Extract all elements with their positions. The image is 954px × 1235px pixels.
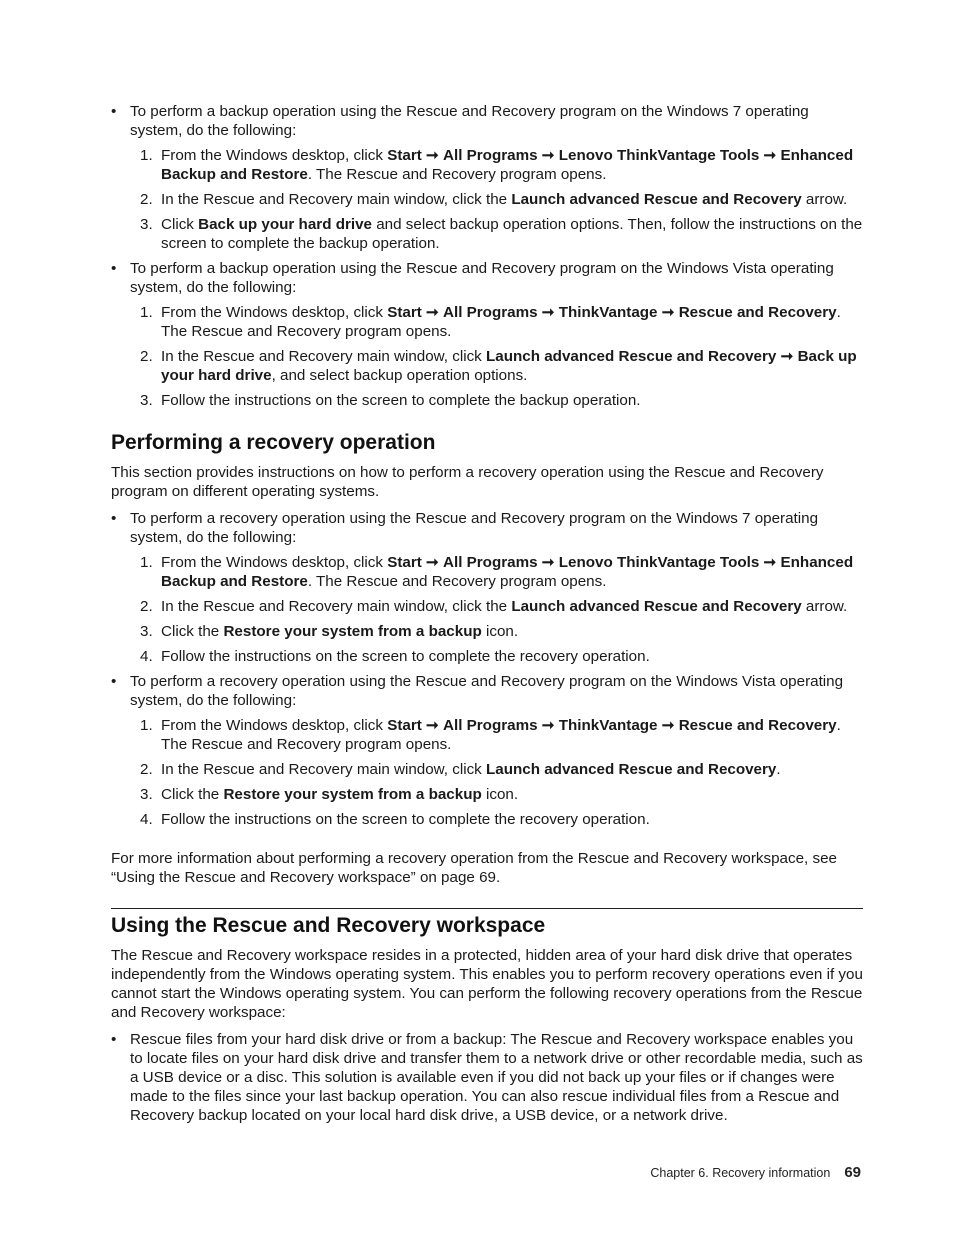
bold-term: Back up your hard drive: [198, 216, 372, 233]
menu-path-start: Start: [387, 554, 422, 571]
step-item: [130, 347, 863, 385]
bold-term: Launch advanced Rescue and Recovery: [486, 348, 777, 365]
step-text: . The Rescue and Recovery program opens.: [161, 717, 841, 753]
step-text: .: [776, 761, 781, 778]
step-item: [130, 760, 863, 779]
step-text: Click the: [161, 623, 224, 640]
backup-bullet-list: [111, 102, 863, 410]
recovery-section: [111, 430, 863, 887]
arrow-icon: ➞: [426, 147, 439, 164]
arrow-icon: ➞: [426, 554, 439, 571]
step-number: 2.: [140, 191, 153, 208]
bold-term: Launch advanced Rescue and Recovery: [511, 598, 802, 615]
menu-path-rescue-recovery: Rescue and Recovery: [678, 304, 837, 321]
menu-path-enhanced-backup: Enhanced Backup and Restore: [161, 147, 854, 183]
step-text: and select backup operation options. Then, follow the instructions on the screen to complete the backup operation.: [161, 216, 863, 252]
bullet-text: Rescue files from your hard disk drive or from a backup: The Rescue and Recovery workspace enables you to locate files on your hard disk drive and transfer them to a network drive or other recordable media, such as a USB device or a disc. This solution is available even if you did not back up your files or if changes were made to the files since your last backup operation. You can also rescue individual files from a Rescue and Recovery backup located on your local hard disk drive, a USB device, or a network drive.: [130, 1031, 863, 1124]
arrow-icon: ➞: [763, 147, 777, 164]
bullet-text: To perform a backup operation using the Rescue and Recovery program on the Windows 7 operating system, do the following:: [130, 103, 809, 139]
bold-term: Back up your hard drive: [161, 348, 857, 384]
menu-path-all-programs: All Programs: [443, 147, 538, 164]
step-number: 1.: [140, 304, 153, 321]
step-number: 1.: [140, 554, 153, 571]
step-item: [130, 553, 863, 591]
menu-path-start: Start: [387, 717, 422, 734]
step-text: In the Rescue and Recovery main window, click the: [161, 191, 512, 208]
recovery-vista-steps: [130, 716, 863, 829]
workspace-heading: Using the Rescue and Recovery workspace: [111, 914, 546, 937]
backup-vista-item: [111, 259, 863, 410]
step-number: 1.: [140, 147, 153, 164]
menu-path-start: Start: [387, 147, 422, 164]
step-text: arrow.: [801, 598, 848, 615]
bullet-text: To perform a backup operation using the Rescue and Recovery program on the Windows Vista operating system, do the following:: [130, 260, 834, 296]
step-text: Follow the instructions on the screen to complete the recovery operation.: [161, 811, 650, 828]
step-item: [130, 647, 863, 666]
menu-path-thinkvantage: ThinkVantage: [558, 717, 658, 734]
step-item: [130, 810, 863, 829]
step-number: 3.: [140, 392, 153, 409]
menu-path-rescue-recovery: Rescue and Recovery: [678, 717, 837, 734]
step-text: . The Rescue and Recovery program opens.: [161, 304, 841, 340]
step-text: icon.: [481, 786, 519, 803]
step-number: 4.: [140, 648, 153, 665]
step-number: 2.: [140, 348, 153, 365]
workspace-bullet-list: [111, 1030, 863, 1125]
more-info-paragraph: For more information about performing a recovery operation from the Rescue and Recovery workspace, see “Using the Rescue and Recovery workspace” on page 69.: [111, 850, 837, 886]
menu-path-all-programs: All Programs: [443, 554, 538, 571]
step-item: [130, 391, 863, 410]
step-text: Follow the instructions on the screen to complete the recovery operation.: [161, 648, 650, 665]
arrow-icon: ➞: [763, 554, 777, 571]
menu-path-all-programs: All Programs: [443, 717, 538, 734]
backup-vista-steps: [130, 303, 863, 410]
recovery-vista-item: [111, 672, 863, 829]
arrow-icon: ➞: [541, 147, 555, 164]
recovery-heading: Performing a recovery operation: [111, 431, 436, 454]
menu-path-thinkvantage: ThinkVantage: [558, 304, 658, 321]
step-text: From the Windows desktop, click: [161, 554, 388, 571]
recovery-intro: This section provides instructions on how to perform a recovery operation using the Rescue and Recovery program on different operating systems.: [111, 464, 824, 500]
step-text: . The Rescue and Recovery program opens.: [307, 573, 607, 590]
chapter-label: Chapter 6. Recovery information: [650, 1166, 831, 1180]
step-text: Click: [161, 216, 199, 233]
step-text: , and select backup operation options.: [271, 367, 528, 384]
step-number: 3.: [140, 216, 153, 233]
backup-win7-steps: [130, 146, 863, 253]
workspace-intro: The Rescue and Recovery workspace resides in a protected, hidden area of your hard disk drive that operates independently from the Windows operating system. This enables you to perform recovery operations even if you cannot start the Windows operating system. You can perform the following recovery operations from the Rescue and Recovery workspace:: [111, 947, 863, 1021]
step-number: 4.: [140, 811, 153, 828]
step-text: From the Windows desktop, click: [161, 147, 388, 164]
step-number: 3.: [140, 623, 153, 640]
step-text: . The Rescue and Recovery program opens.: [307, 166, 607, 183]
bold-term: Restore your system from a backup: [223, 786, 482, 803]
step-text: Follow the instructions on the screen to complete the backup operation.: [161, 392, 641, 409]
step-text: From the Windows desktop, click: [161, 304, 388, 321]
step-text: In the Rescue and Recovery main window, click: [161, 348, 486, 365]
workspace-section: [111, 908, 863, 1125]
bold-term: Launch advanced Rescue and Recovery: [511, 191, 802, 208]
bullet-text: To perform a recovery operation using the Rescue and Recovery program on the Windows 7 operating system, do the following:: [130, 510, 819, 546]
bold-term: Restore your system from a backup: [223, 623, 482, 640]
step-item: [130, 146, 863, 184]
arrow-icon: ➞: [541, 304, 555, 321]
recovery-win7-steps: [130, 553, 863, 666]
step-item: [130, 190, 863, 209]
step-text: In the Rescue and Recovery main window, click the: [161, 598, 512, 615]
backup-win7-item: [111, 102, 863, 253]
step-item: [130, 215, 863, 253]
step-number: 3.: [140, 786, 153, 803]
step-item: [130, 622, 863, 641]
arrow-icon: ➞: [780, 348, 794, 365]
step-text: In the Rescue and Recovery main window, click: [161, 761, 486, 778]
step-text: Click the: [161, 786, 224, 803]
menu-path-enhanced-backup: Enhanced Backup and Restore: [161, 554, 854, 590]
arrow-icon: ➞: [426, 717, 439, 734]
page-footer: [650, 1163, 861, 1183]
menu-path-tools: Lenovo ThinkVantage Tools: [558, 554, 760, 571]
step-item: [130, 597, 863, 616]
arrow-icon: ➞: [541, 717, 555, 734]
step-number: 2.: [140, 761, 153, 778]
arrow-icon: ➞: [426, 304, 439, 321]
step-text: arrow.: [801, 191, 848, 208]
bold-term: Launch advanced Rescue and Recovery: [486, 761, 777, 778]
step-number: 2.: [140, 598, 153, 615]
document-page: [111, 102, 863, 1131]
arrow-icon: ➞: [661, 304, 675, 321]
menu-path-start: Start: [387, 304, 422, 321]
step-item: [130, 785, 863, 804]
step-number: 1.: [140, 717, 153, 734]
bullet-text: To perform a recovery operation using the Rescue and Recovery program on the Windows Vista operating system, do the following:: [130, 673, 844, 709]
step-item: [130, 716, 863, 754]
menu-path-all-programs: All Programs: [443, 304, 538, 321]
step-text: From the Windows desktop, click: [161, 717, 388, 734]
workspace-item: [111, 1030, 863, 1125]
arrow-icon: ➞: [541, 554, 555, 571]
recovery-bullet-list: [111, 509, 863, 829]
step-item: [130, 303, 863, 341]
step-text: icon.: [481, 623, 519, 640]
page-number: 69: [844, 1164, 861, 1181]
menu-path-tools: Lenovo ThinkVantage Tools: [558, 147, 760, 164]
recovery-win7-item: [111, 509, 863, 666]
arrow-icon: ➞: [661, 717, 675, 734]
